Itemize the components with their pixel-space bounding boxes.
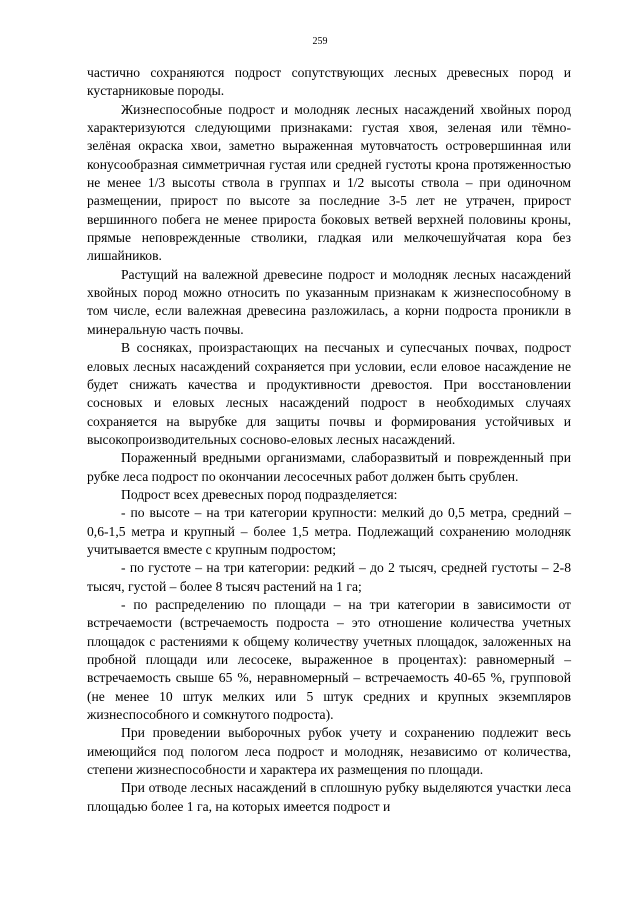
paragraph-by-density: - по густоте – на три категории: редкий – до 2 тысяч, средней густоты – 2-8 тысяч, густой – более 8 тысяч растений на 1 га; <box>87 560 571 594</box>
document-body <box>87 64 571 816</box>
page-number: 259 <box>312 36 328 47</box>
paragraph-deadwood-undergrowth: Растущий на валежной древесине подрост и молодняк лесных насаждений хвойных пород можно относить по указанным признакам к жизнеспособному в том числе, если валежная древесина разложилась, а корни подроста проникли в минеральную часть почвы. <box>87 266 571 337</box>
paragraph-by-distribution: - по распределению по площади – на три категории в зависимости от встречаемости (встречаемость подроста – это отношение количества учетных площадок с растениями к общему количеству учетных площадок, заложенных на пробной площади или лесосеке, выраженное в процентах): равномерный – встречаемость свыше 65 %, неравномерный – встречаемость 40-65 %, групповой (не менее 10 штук мелких или 5 штук средних и крупных экземпляров жизнеспособного и сомкнутого подроста). <box>87 596 571 723</box>
paragraph-clear-felling: При отводе лесных насаждений в сплошную рубку выделяются участки леса площадью более 1 га, на которых имеется подрост и <box>87 780 571 814</box>
paragraph-viable-undergrowth-signs: Жизнеспособные подрост и молодняк лесных насаждений хвойных пород характеризуются следующими признаками: густая хвоя, зеленая или тёмно-зелёная окраска хвои, заметно выраженная мутовчатость островершинная или конусообразная симметричная густая или средней густоты крона протяженностью не менее 1/3 высоты ствола в группах и 1/2 высоты ствола – при одиночном размещении, прирост по высоте за последние 3-5 лет не утрачен, прирост вершинного побега не менее прироста боковых ветвей верхней половины кроны, прямые неповрежденные стволики, гладкая или мелкочешуйчатая кора без лишайников. <box>87 101 571 264</box>
paragraph-continuation: частично сохраняются подрост сопутствующих лесных древесных пород и кустарниковые породы. <box>87 65 571 99</box>
paragraph-pine-forests: В сосняках, произрастающих на песчаных и супесчаных почвах, подрост еловых лесных насаждений сохраняется при условии, если еловое насаждение не будет снижать качества и продуктивности древостоя. При восстановлении сосновых и еловых лесных насаждений подрост в необходимых случаях сохраняется на вырубке для защиты почвы и формирования устойчивых и высокопроизводительных сосново-еловых лесных насаждений. <box>87 340 571 447</box>
paragraph-selective-felling: При проведении выборочных рубок учету и сохранению подлежит весь имеющийся под пологом леса подрост и молодняк, независимо от количества, степени жизнеспособности и характера их размещения по площади. <box>87 725 571 778</box>
paragraph-classification-intro: Подрост всех древесных пород подразделяется: <box>121 486 398 502</box>
paragraph-damaged-undergrowth: Пораженный вредными организмами, слаборазвитый и поврежденный при рубке леса подрост по окончании лесосечных работ должен быть срублен. <box>87 450 571 484</box>
paragraph-by-height: - по высоте – на три категории крупности: мелкий до 0,5 метра, средний – 0,6-1,5 метра и крупный – более 1,5 метра. Подлежащий сохранению молодняк учитывается вместе с крупным подростом; <box>87 505 571 557</box>
